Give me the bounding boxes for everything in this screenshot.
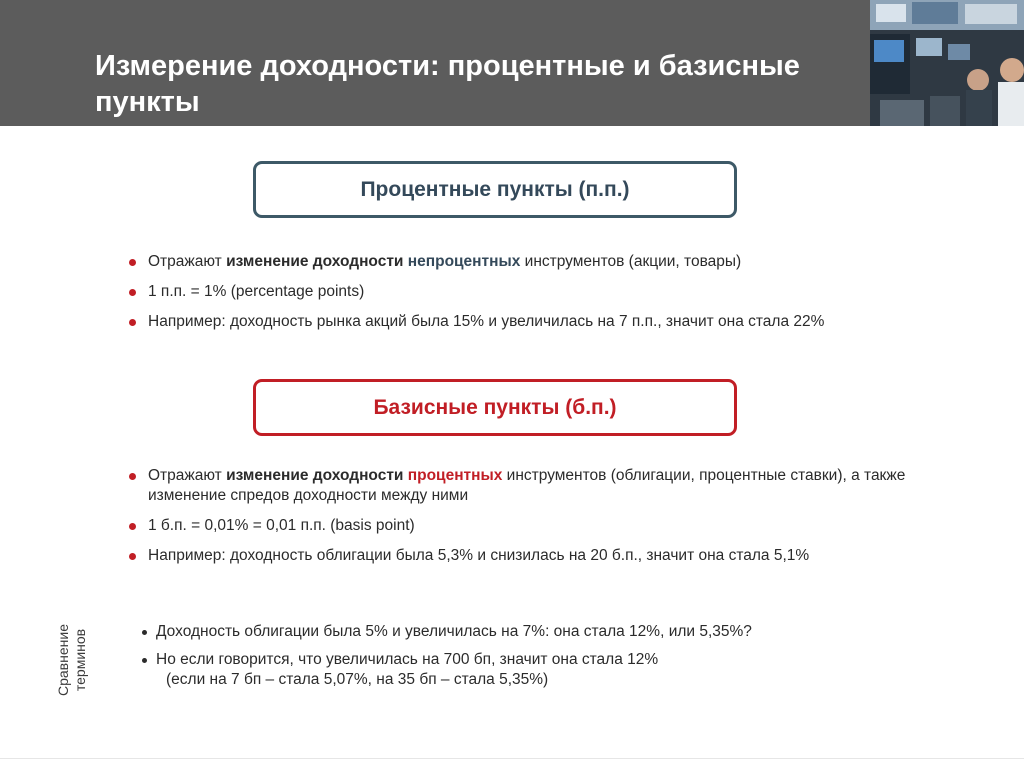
trading-floor-photo: [870, 0, 1024, 126]
comparison-side-label: Сравнение терминов: [55, 624, 88, 696]
page-title: Измерение доходности: процентные и базисные пункты: [95, 50, 800, 118]
bullet-icon: [142, 630, 147, 635]
red-bullet-icon: [129, 259, 136, 266]
list-item: Доходность облигации была 5% и увеличилась на 7%: она стала 12%, или 5,35%?: [142, 622, 902, 642]
list-item: 1 п.п. = 1% (percentage points): [128, 282, 978, 302]
red-bullet-icon: [129, 319, 136, 326]
red-bullet-icon: [129, 553, 136, 560]
basis-points-heading-box: [253, 379, 737, 436]
basis-points-heading: Базисные пункты (б.п.): [373, 395, 617, 419]
list-item: 1 б.п. = 0,01% = 0,01 п.п. (basis point): [128, 516, 928, 536]
percent-points-list: [128, 252, 978, 342]
list-item: Но если говорится, что увеличилась на 700 бп, значит она стала 12% (если на 7 бп – стала 5,07%, на 35 бп – стала 5,35%): [142, 650, 902, 690]
red-bullet-icon: [129, 473, 136, 480]
red-bullet-icon: [129, 289, 136, 296]
bullet-icon: [142, 658, 147, 663]
list-item: Отражают изменение доходности процентных инструментов (облигации, процентные ставки), а также изменение спредов доходности между ними: [128, 466, 928, 506]
basis-points-list: [128, 466, 928, 576]
red-bullet-icon: [129, 523, 136, 530]
slide-border: [0, 758, 1024, 759]
slide-header: [0, 0, 870, 126]
list-item: Например: доходность облигации была 5,3% и снизилась на 20 б.п., значит она стала 5,1%: [128, 546, 928, 566]
percent-points-heading: Процентные пункты (п.п.): [360, 177, 630, 201]
comparison-list: [142, 622, 902, 698]
list-item: Отражают изменение доходности непроцентных инструментов (акции, товары): [128, 252, 978, 272]
list-item: Например: доходность рынка акций была 15% и увеличилась на 7 п.п., значит она стала 22%: [128, 312, 978, 332]
percent-points-heading-box: [253, 161, 737, 218]
